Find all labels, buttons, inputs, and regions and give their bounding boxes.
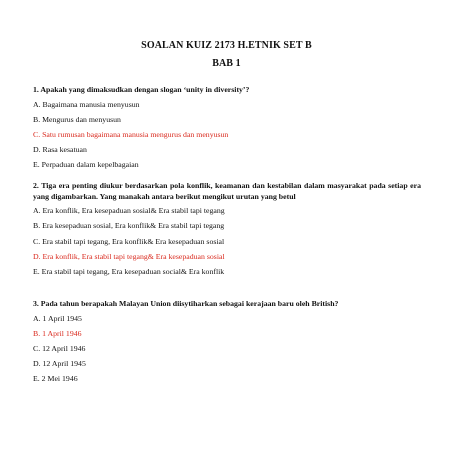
question-2-option-b: B. Era kesepaduan sosial, Era konflik& Era stabil tapi tegang [33,221,225,231]
question-2-option-a: A. Era konflik, Era kesepaduan sosial& Era stabil tapi tegang [33,206,225,216]
question-3-option-b: B. 1 April 1946 [33,328,82,338]
question-1-option-d: D. Rasa kesatuan [33,145,87,155]
question-3 [33,299,421,390]
question-1 [33,85,421,176]
question-1-option-e: E. Perpaduan dalam kepelbagaian [33,160,139,170]
question-2-text: 2. Tiga era penting diukur berdasarkan pola konflik, keamanan dan kestabilan dalam masyarakat pada setiap era yang digambarkan. Yang manakah antara berikut mengikut urutan yang betul [33,181,421,201]
question-1-option-a: A. Bagaimana manusia menyusun [33,99,140,109]
question-3-option-c: C. 12 April 1946 [33,343,86,353]
question-3-option-e: E. 2 Mei 1946 [33,374,78,384]
question-3-option-a: A. 1 April 1945 [33,313,82,323]
question-2-option-c: C. Era stabil tapi tegang, Era konflik& Era kesepaduan sosial [33,236,225,246]
question-1-option-c: C. Satu rumusan bagaimana manusia mengurus dan menyusun [33,129,229,139]
question-3-text: 3. Pada tahun berapakah Malayan Union diisytiharkan sebagai kerajaan baru oleh British? [33,299,339,308]
question-3-option-d: D. 12 April 1945 [33,359,86,369]
question-2-option-e: E. Era stabil tapi tegang, Era kesepaduan social& Era konflik [33,266,225,276]
question-2-option-d: D. Era konflik, Era stabil tapi tegang& Era kesepaduan sosial [33,251,225,261]
question-1-option-b: B. Mengurus dan menyusun [33,114,121,124]
chapter-heading: BAB 1 [212,58,241,69]
document-title: SOALAN KUIZ 2173 H.ETNIK SET B [141,40,312,51]
question-1-text: 1. Apakah yang dimaksudkan dengan slogan ‘unity in diversity’? [33,85,250,94]
question-2 [33,181,421,282]
